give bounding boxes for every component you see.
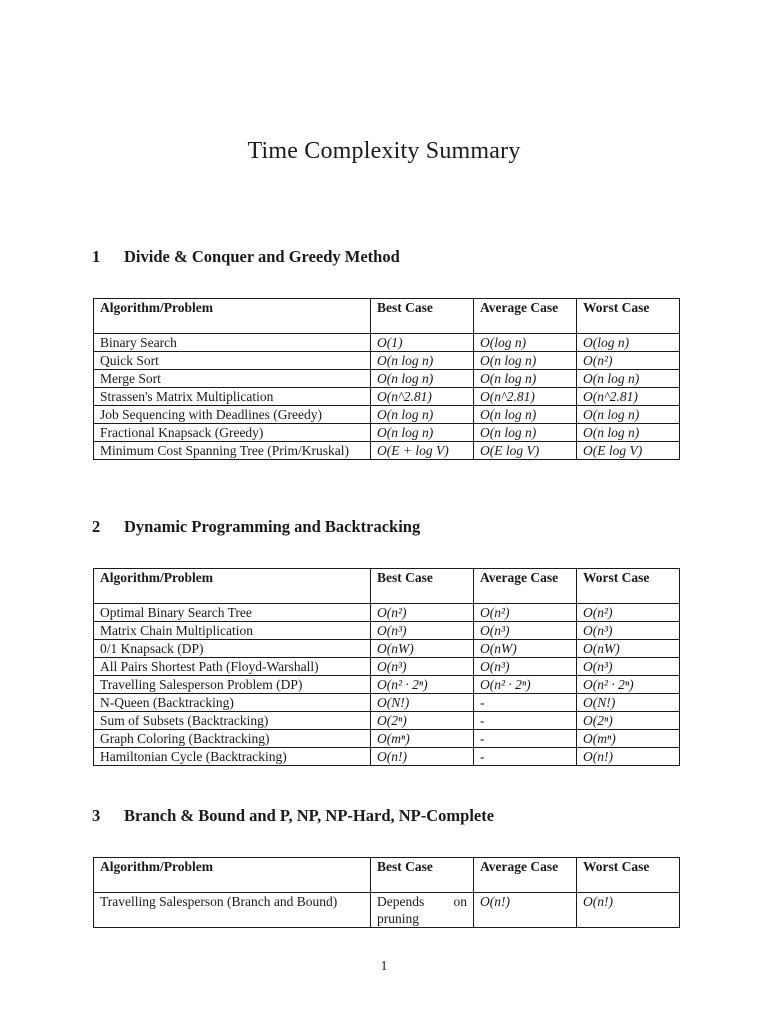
cell-worst: O(n log n) (577, 406, 680, 424)
header-average-case: Average Case (474, 569, 577, 604)
cell-best: O(mⁿ) (371, 730, 474, 748)
section-title: Divide & Conquer and Greedy Method (124, 247, 400, 266)
cell-average: O(n²) (474, 604, 577, 622)
cell-algorithm: Optimal Binary Search Tree (94, 604, 371, 622)
cell-worst: O(n log n) (577, 370, 680, 388)
table-row (94, 388, 680, 406)
cell-worst: O(n log n) (577, 424, 680, 442)
cell-best: O(E + log V) (371, 442, 474, 460)
cell-average: - (474, 712, 577, 730)
cell-best: O(n^2.81) (371, 388, 474, 406)
header-worst-case: Worst Case (577, 569, 680, 604)
cell-average: - (474, 748, 577, 766)
cell-worst: O(mⁿ) (577, 730, 680, 748)
cell-worst: O(log n) (577, 334, 680, 352)
section-heading-1 (92, 247, 400, 267)
header-average-case: Average Case (474, 858, 577, 893)
cell-algorithm: All Pairs Shortest Path (Floyd-Warshall) (94, 658, 371, 676)
cell-algorithm: Job Sequencing with Deadlines (Greedy) (94, 406, 371, 424)
cell-worst: O(n³) (577, 622, 680, 640)
section-heading-2 (92, 517, 420, 537)
table-row (94, 442, 680, 460)
table-row (94, 406, 680, 424)
cell-algorithm: 0/1 Knapsack (DP) (94, 640, 371, 658)
header-best-case: Best Case (371, 299, 474, 334)
page-title: Time Complexity Summary (247, 138, 521, 164)
section-title: Branch & Bound and P, NP, NP-Hard, NP-Complete (124, 806, 495, 825)
cell-average: O(n² · 2ⁿ) (474, 676, 577, 694)
cell-average: O(n log n) (474, 424, 577, 442)
table-header-row (94, 569, 680, 604)
cell-algorithm: Graph Coloring (Backtracking) (94, 730, 371, 748)
table-row (94, 640, 680, 658)
cell-worst: O(n!) (577, 893, 680, 928)
complexity-table-1 (93, 298, 680, 460)
cell-average: O(n log n) (474, 370, 577, 388)
cell-algorithm: N-Queen (Backtracking) (94, 694, 371, 712)
table-row (94, 676, 680, 694)
cell-average: - (474, 694, 577, 712)
table-row (94, 604, 680, 622)
cell-best: O(n!) (371, 748, 474, 766)
table-row (94, 730, 680, 748)
cell-algorithm: Matrix Chain Multiplication (94, 622, 371, 640)
cell-average: O(n log n) (474, 352, 577, 370)
table-row (94, 622, 680, 640)
header-best-case: Best Case (371, 569, 474, 604)
section-number: 2 (92, 517, 101, 536)
header-algorithm: Algorithm/Problem (94, 569, 371, 604)
table-row (94, 893, 680, 928)
cell-average: O(nW) (474, 640, 577, 658)
header-algorithm: Algorithm/Problem (94, 858, 371, 893)
table-row (94, 370, 680, 388)
cell-worst: O(n² · 2ⁿ) (577, 676, 680, 694)
cell-best: O(1) (371, 334, 474, 352)
section-heading-3 (92, 806, 494, 826)
cell-worst: O(E log V) (577, 442, 680, 460)
cell-best: O(nW) (371, 640, 474, 658)
cell-algorithm: Hamiltonian Cycle (Backtracking) (94, 748, 371, 766)
table-header-row (94, 858, 680, 893)
table-row (94, 748, 680, 766)
cell-best: O(2ⁿ) (371, 712, 474, 730)
cell-algorithm: Travelling Salesperson (Branch and Bound) (94, 893, 371, 928)
cell-algorithm: Binary Search (94, 334, 371, 352)
cell-best: O(n²) (371, 604, 474, 622)
cell-best: O(n³) (371, 658, 474, 676)
cell-algorithm: Sum of Subsets (Backtracking) (94, 712, 371, 730)
cell-best: O(n log n) (371, 424, 474, 442)
cell-worst: O(n!) (577, 748, 680, 766)
cell-best: O(N!) (371, 694, 474, 712)
cell-average: O(n log n) (474, 406, 577, 424)
cell-worst: O(2ⁿ) (577, 712, 680, 730)
cell-worst: O(N!) (577, 694, 680, 712)
cell-average: O(n!) (474, 893, 577, 928)
header-algorithm: Algorithm/Problem (94, 299, 371, 334)
table-row (94, 352, 680, 370)
cell-average: O(log n) (474, 334, 577, 352)
cell-best: O(n³) (371, 622, 474, 640)
table-header-row (94, 299, 680, 334)
cell-algorithm: Strassen's Matrix Multiplication (94, 388, 371, 406)
cell-best: O(n log n) (371, 406, 474, 424)
cell-worst: O(n²) (577, 604, 680, 622)
complexity-table-3 (93, 857, 680, 928)
table-row (94, 424, 680, 442)
page-number: 1 (380, 958, 388, 973)
cell-best: O(n log n) (371, 352, 474, 370)
cell-average: O(n³) (474, 622, 577, 640)
section-title: Dynamic Programming and Backtracking (124, 517, 421, 536)
cell-best: O(n log n) (371, 370, 474, 388)
cell-best: Depends on pruning (371, 893, 474, 928)
cell-average: O(E log V) (474, 442, 577, 460)
cell-worst: O(n³) (577, 658, 680, 676)
cell-worst: O(n²) (577, 352, 680, 370)
header-average-case: Average Case (474, 299, 577, 334)
cell-average: O(n^2.81) (474, 388, 577, 406)
section-number: 3 (92, 806, 101, 825)
cell-average: - (474, 730, 577, 748)
cell-algorithm: Fractional Knapsack (Greedy) (94, 424, 371, 442)
complexity-table-2 (93, 568, 680, 766)
cell-algorithm: Minimum Cost Spanning Tree (Prim/Kruskal) (94, 442, 371, 460)
cell-algorithm: Merge Sort (94, 370, 371, 388)
cell-algorithm: Quick Sort (94, 352, 371, 370)
header-best-case: Best Case (371, 858, 474, 893)
header-worst-case: Worst Case (577, 858, 680, 893)
table-row (94, 712, 680, 730)
cell-best: O(n² · 2ⁿ) (371, 676, 474, 694)
table-row (94, 694, 680, 712)
cell-worst: O(nW) (577, 640, 680, 658)
section-number: 1 (92, 247, 101, 266)
header-worst-case: Worst Case (577, 299, 680, 334)
table-row (94, 658, 680, 676)
cell-worst: O(n^2.81) (577, 388, 680, 406)
cell-average: O(n³) (474, 658, 577, 676)
cell-algorithm: Travelling Salesperson Problem (DP) (94, 676, 371, 694)
table-row (94, 334, 680, 352)
